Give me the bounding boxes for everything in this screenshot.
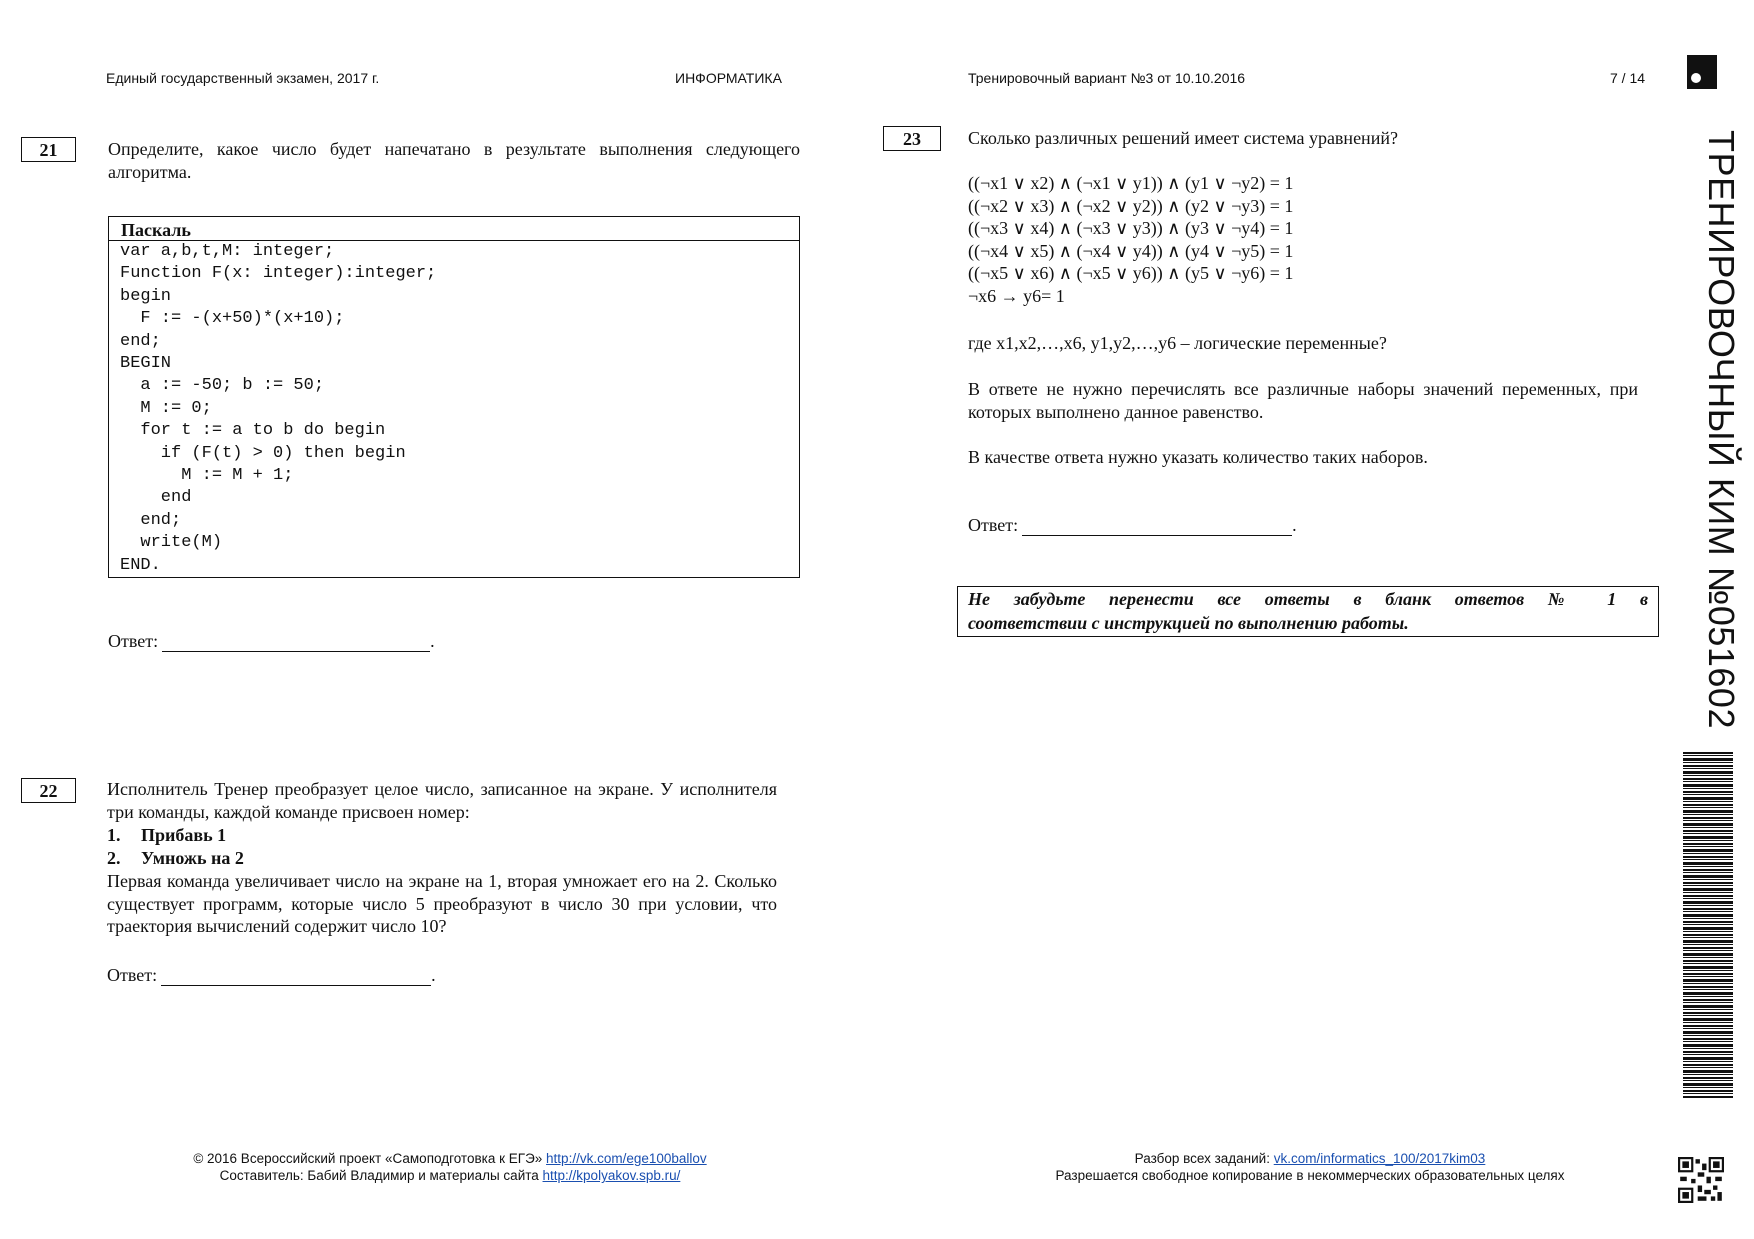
task-22-answer: Ответ: . [107, 965, 436, 985]
task-23-question: Сколько различных решений имеет система уравнений? [968, 128, 1398, 148]
equation-line: ((¬x2 ∨ x3) ∧ (¬x2 ∨ y2)) ∧ (y2 ∨ ¬y3) = 1 [968, 195, 1294, 216]
footer-left-line-2 [150, 1167, 750, 1184]
barcode-icon [1683, 752, 1733, 1098]
task-21-answer: Ответ: . [108, 631, 435, 651]
code-line: begin [120, 286, 172, 306]
task-23-answer: Ответ: . [968, 515, 1297, 535]
task-22-text: Исполнитель Тренер преобразует целое число, записанное на экране. У исполнителя три команды, каждой команде присвоен номер: [107, 779, 777, 822]
task-22-command-1 [107, 824, 226, 847]
code-language-title: Паскаль [109, 217, 799, 241]
task-21-text: Определите, какое число будет напечатано в результате выполнения следующего алгоритма. [108, 139, 800, 182]
task-23-number: 23 [883, 126, 941, 151]
header-variant: Тренировочный вариант №3 от 10.10.2016 [968, 70, 1246, 86]
code-line: end; [120, 331, 161, 351]
answer-label: Ответ: [968, 515, 1019, 535]
code-line: if (F(t) > 0) then begin [120, 443, 406, 463]
code-line: BEGIN [120, 354, 172, 374]
code-line: end; [120, 510, 182, 530]
equation-line: ((¬x5 ∨ x6) ∧ (¬x5 ∨ y6)) ∧ (y5 ∨ ¬y6) = 1 [968, 263, 1294, 284]
equation-system [968, 172, 1293, 308]
footer-text: Составитель: Бабий Владимир и материалы сайта [219, 1168, 543, 1183]
footer-left-line-1 [150, 1150, 750, 1167]
header-exam-title: Единый государственный экзамен, 2017 г. [106, 70, 380, 86]
footer-left [150, 1150, 750, 1184]
task-22-text-2: Первая команда увеличивает число на экране на 1, вторая умножает его на 2. Сколько существует программ, которые число 5 преобразуют в число 30 при условии, что траектория вычислений содержит число 10? [107, 871, 777, 937]
command-number: 2. [107, 848, 121, 868]
command-number: 1. [107, 825, 121, 845]
code-line: F := -(x+50)*(x+10); [120, 309, 345, 329]
equation-line: ((¬x4 ∨ x5) ∧ (¬x4 ∨ y4)) ∧ (y4 ∨ ¬y5) = 1 [968, 240, 1294, 261]
footer-text: © 2016 Всероссийский проект «Самоподготовка к ЕГЭ» [193, 1151, 547, 1166]
command-label: Прибавь 1 [141, 825, 227, 845]
code-line: write(M) [120, 533, 223, 553]
footer-right [1000, 1150, 1620, 1184]
answer-label: Ответ: [107, 965, 158, 985]
side-title-text: ТРЕНИРОВОЧНЫЙ КИМ №051602 [1701, 130, 1742, 729]
answer-blank[interactable] [1022, 514, 1292, 536]
task-22-command-2 [107, 847, 244, 870]
header-page-number: 7 / 14 [1610, 70, 1646, 86]
code-line: var a,b,t,M: integer; [120, 242, 335, 261]
footer-link[interactable]: http://kpolyakov.spb.ru/ [542, 1168, 681, 1183]
equation-line: ((¬x3 ∨ x4) ∧ (¬x3 ∨ y3)) ∧ (y3 ∨ ¬y4) = 1 [968, 218, 1294, 239]
task-23-note-1: В ответе не нужно перечислять все различные наборы значений переменных, при которых выполнено данное равенство. [968, 379, 1638, 422]
code-line: M := 0; [120, 398, 212, 418]
answer-label: Ответ: [108, 631, 159, 651]
code-listing [109, 241, 799, 577]
footer-link[interactable]: vk.com/informatics_100/2017kim03 [1273, 1151, 1486, 1166]
side-title [1701, 130, 1742, 729]
task-23-note-2: В качестве ответа нужно указать количество таких наборов. [968, 447, 1428, 467]
footer-text: Разбор всех заданий: [1134, 1151, 1274, 1166]
equation-line: ¬x6 → y6= 1 [968, 285, 1065, 306]
answer-blank[interactable] [161, 964, 431, 986]
task-21-number: 21 [21, 137, 76, 162]
code-line: end [120, 488, 192, 508]
logo-icon [1687, 55, 1717, 89]
command-label: Умножь на 2 [141, 848, 244, 868]
answer-blank[interactable] [162, 630, 430, 652]
code-line: END. [120, 555, 161, 575]
code-line: Function F(x: integer):integer; [120, 264, 437, 284]
code-line: for t := a to b do begin [120, 421, 386, 441]
reminder-line-1: Не забудьте перенести все ответы в бланк ответов № 1 в [968, 589, 1648, 609]
reminder-box [957, 586, 1659, 637]
header-subject: ИНФОРМАТИКА [675, 70, 782, 86]
task-22-number: 22 [21, 778, 76, 803]
footer-right-line-2: Разрешается свободное копирование в некоммерческих образовательных целях [1055, 1168, 1565, 1183]
qr-code-icon [1678, 1157, 1724, 1203]
equation-line: ((¬x1 ∨ x2) ∧ (¬x1 ∨ y1)) ∧ (y1 ∨ ¬y2) = 1 [968, 173, 1294, 193]
code-line: M := M + 1; [120, 466, 294, 486]
reminder-line-2: соответствии с инструкцией по выполнению работы. [968, 612, 1409, 633]
pascal-code-box [108, 216, 800, 578]
code-line: a := -50; b := 50; [120, 376, 325, 396]
footer-right-line-1 [1000, 1150, 1620, 1167]
footer-link[interactable]: http://vk.com/ege100ballov [546, 1151, 707, 1166]
task-23-variables: где x1,x2,…,x6, y1,y2,…,y6 – логические переменные? [968, 333, 1387, 353]
